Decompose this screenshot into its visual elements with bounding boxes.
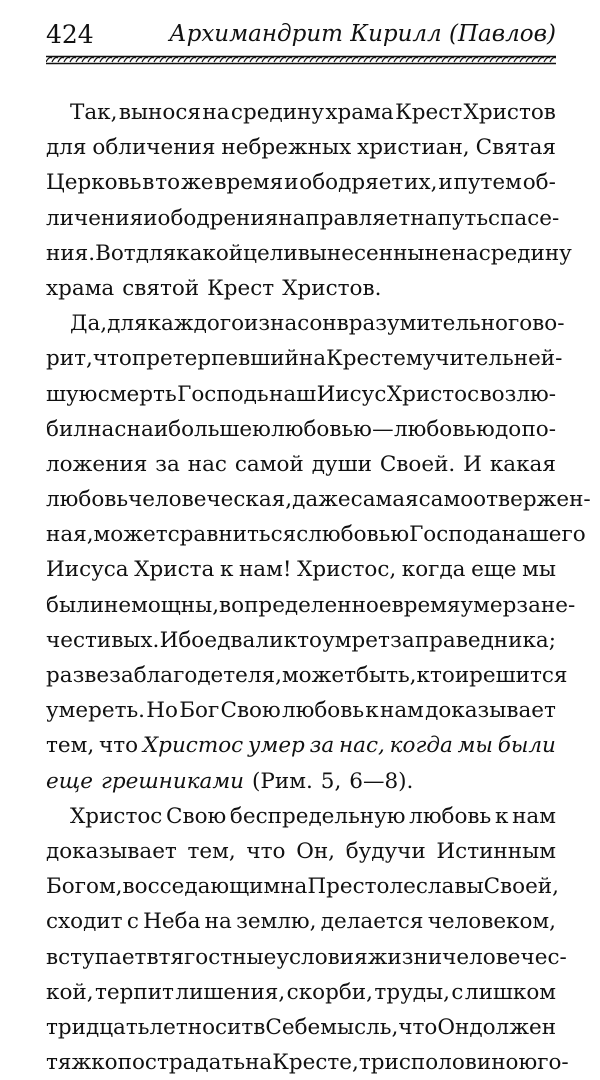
page-number: 424 <box>46 20 94 49</box>
text-line: Так, вынося на средину храма Крест Христов <box>70 100 556 125</box>
text-line: тем, что Христос умер за нас, когда мы были <box>46 733 556 759</box>
text-line: Иисуса Христа к нам! Христос, когда еще мы <box>46 557 556 583</box>
text-line: вступает в тягостные условия жизни человечес- <box>46 944 567 970</box>
text-line: еще грешниками (Рим. 5, 6—8). <box>46 768 414 794</box>
text-line: рит, что претерпевший на Кресте мучительней- <box>46 346 563 372</box>
text-line: Да, для каждого из нас он вразумительно гово- <box>70 311 565 337</box>
body-text <box>46 95 591 1080</box>
text-line: кой, терпит лишения, скорби, труды, с лишком <box>46 979 556 1005</box>
text-line: Церковь в то же время и ободряет их, и путем об- <box>46 170 556 196</box>
text-line: тридцать лет носит в Себе мысль, что Он должен <box>46 1014 557 1040</box>
text-line: Богом, восседающим на Престоле славы Своей, <box>46 874 559 900</box>
text-line: сходит с Неба на землю, делается человеком, <box>46 909 556 935</box>
text-line: любовь человеческая, даже самая самоотвержен- <box>46 487 591 513</box>
text-line: ложения за нас самой души Своей. И какая <box>46 451 556 477</box>
header-rule-ornament <box>46 55 556 65</box>
page-header <box>46 20 556 60</box>
text-line: храма святой Крест Христов. <box>46 275 382 301</box>
text-line: честивых. Ибо едва ли кто умрет за праведника; <box>46 627 556 653</box>
text-line: ния. Вот для какой цели вынесен ныне на средину <box>46 240 572 266</box>
text-line: Христос Свою беспредельную любовь к нам <box>70 803 556 829</box>
text-line: разве за благодетеля, может быть, кто и решится <box>46 663 568 688</box>
text-line: были немощны, в определенное время умер за не- <box>46 592 576 618</box>
text-line: тяжко пострадать на Кресте, три с половиною го- <box>46 1050 569 1076</box>
text-line: умереть. Но Бог Свою любовь к нам доказывает <box>46 698 556 724</box>
running-title: Архимандрит Кирилл (Павлов) <box>169 21 556 47</box>
text-line: личения и ободрения направляет на путь спасе- <box>46 205 560 231</box>
text-line: ная, может сравниться с любовью Господа нашего <box>46 522 586 548</box>
text-line: бил нас наибольшею любовью — любовью до по- <box>46 416 556 442</box>
text-line: для обличения небрежных христиан, Святая <box>46 135 556 161</box>
text-line: доказывает тем, что Он, будучи Истинным <box>46 838 556 864</box>
text-line: шую смерть Господь наш Иисус Христос возлю- <box>46 381 556 407</box>
